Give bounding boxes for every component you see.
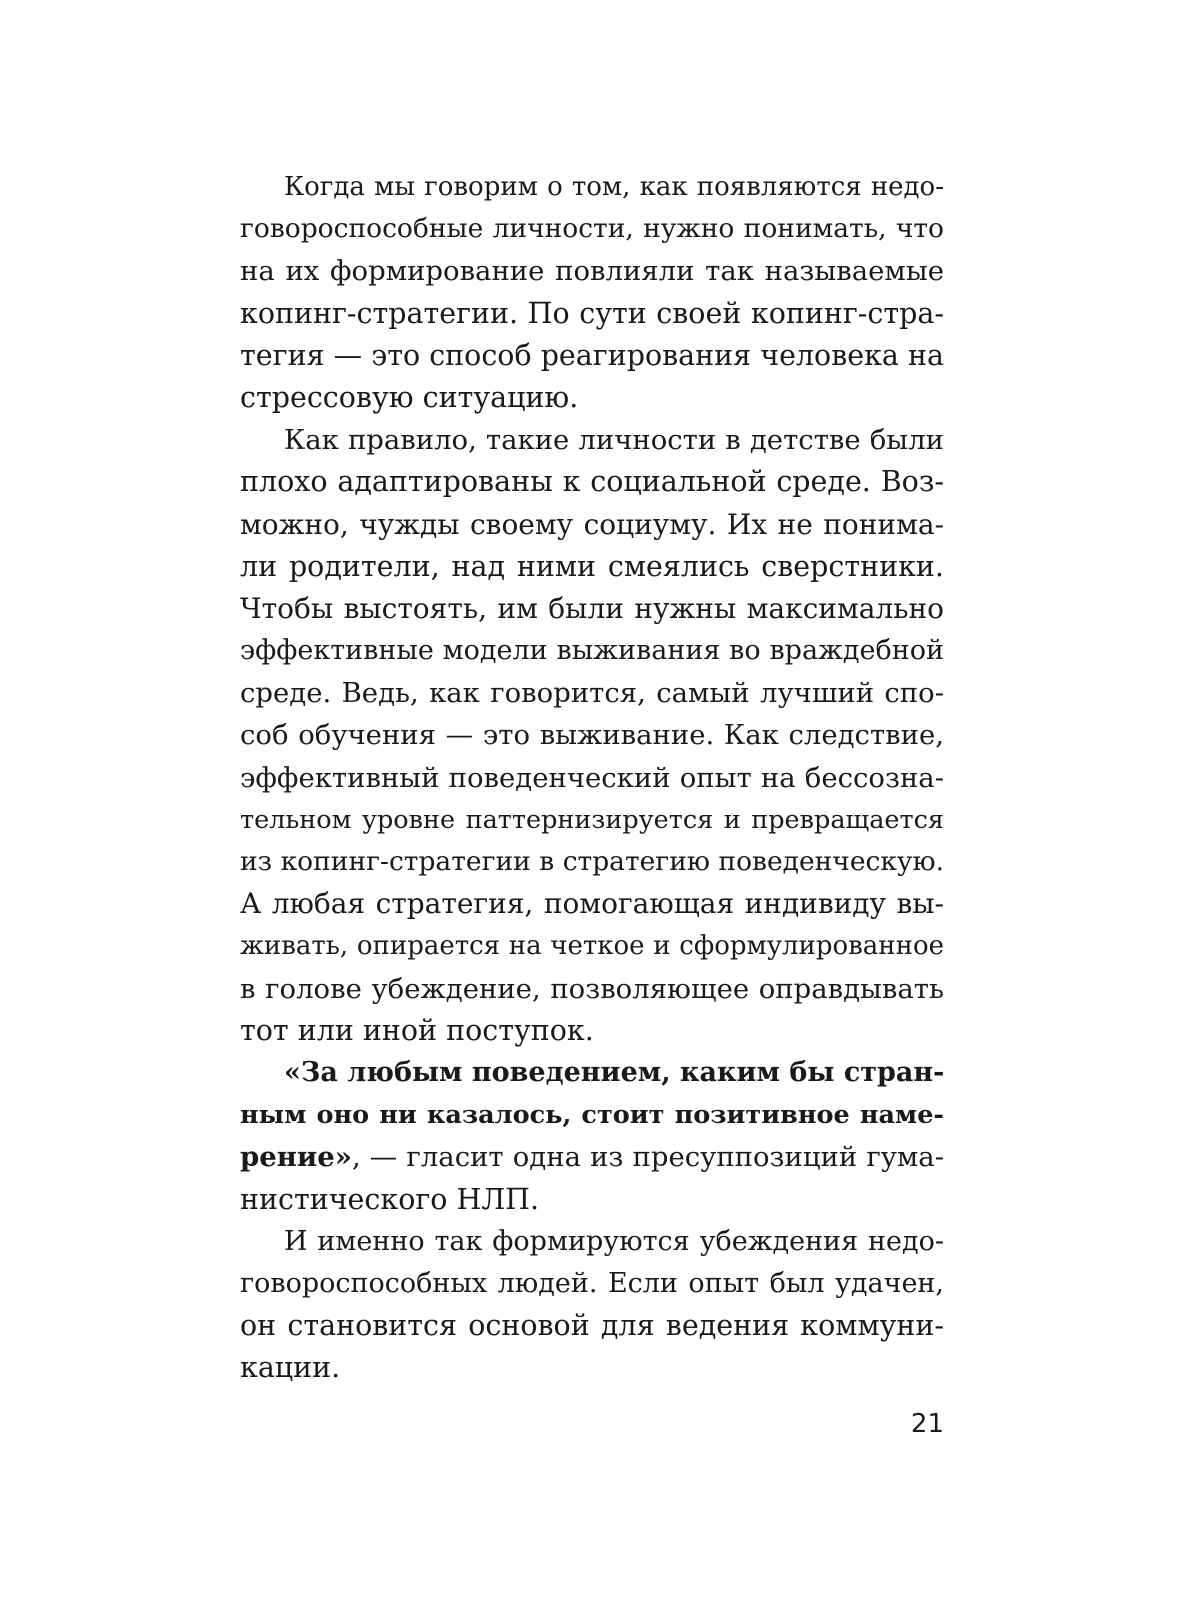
quote-line: «За любым поведением, каким бы стран- <box>284 1056 945 1088</box>
body-text <box>240 166 944 1389</box>
quote-attribution-line <box>240 1136 944 1178</box>
text-line: ли родители, над ними смеялись сверстники. <box>240 549 944 583</box>
paragraph-4 <box>240 1221 944 1390</box>
text-line: кации. <box>240 1351 341 1385</box>
text-line: И именно так формируются убеждения недо- <box>284 1225 944 1257</box>
text-line: тегия — это способ реагирования человека на <box>240 338 944 372</box>
text-line: Когда мы говорим о том, как появляются недо- <box>284 172 944 202</box>
attribution-text: , — гласит одна из пресуппозиций гума- <box>351 1141 944 1174</box>
text-line: в голове убеждение, позволяющее оправдывать <box>240 972 944 1005</box>
paragraph-2 <box>240 419 944 1052</box>
text-line: тот или иной поступок. <box>240 1013 594 1047</box>
text-line: эффективные модели выживания во враждебной <box>240 635 944 667</box>
text-line: среде. Ведь, как говорится, самый лучший спо- <box>240 677 944 710</box>
text-line: эффективный поведенческий опыт на бессозна- <box>240 761 944 794</box>
text-line: на их формирование повлияли так называемые <box>240 255 944 288</box>
text-line: стрессовую ситуацию. <box>240 380 579 414</box>
quote-end: рение» <box>240 1141 352 1174</box>
text-line: из копинг-стратегии в стратегию поведенческую. <box>240 846 944 877</box>
quote-line: ным оно ни казалось, стоит позитивное наме- <box>240 1100 944 1131</box>
text-line: говороспособные личности, нужно понимать, что <box>240 213 944 245</box>
text-line: можно, чужды своему социуму. Их не понима- <box>240 507 944 541</box>
text-line: плохо адаптированы к социальной среде. Воз- <box>240 465 944 499</box>
text-line: Как правило, такие личности в детстве были <box>284 424 944 457</box>
text-line: он становится основой для ведения коммуни- <box>240 1309 944 1343</box>
page-number: 21 <box>910 1409 944 1439</box>
text-line: копинг-стратегии. По сути своей копинг-стра- <box>240 296 944 330</box>
text-line: А любая стратегия, помогающая индивиду вы- <box>240 887 944 921</box>
text-line: соб обучения — это выживание. Как следствие, <box>240 719 944 752</box>
text-line: Чтобы выстоять, им были нужны максимально <box>240 591 944 625</box>
paragraph-3-quote <box>240 1052 944 1221</box>
text-line: нистического НЛП. <box>240 1182 540 1216</box>
text-line: тельном уровне паттернизируется и превращается <box>240 804 944 835</box>
text-line: говороспособных людей. Если опыт был удачен, <box>240 1267 944 1299</box>
paragraph-1 <box>240 166 944 419</box>
text-line: живать, опирается на четкое и сформулированное <box>240 931 944 962</box>
